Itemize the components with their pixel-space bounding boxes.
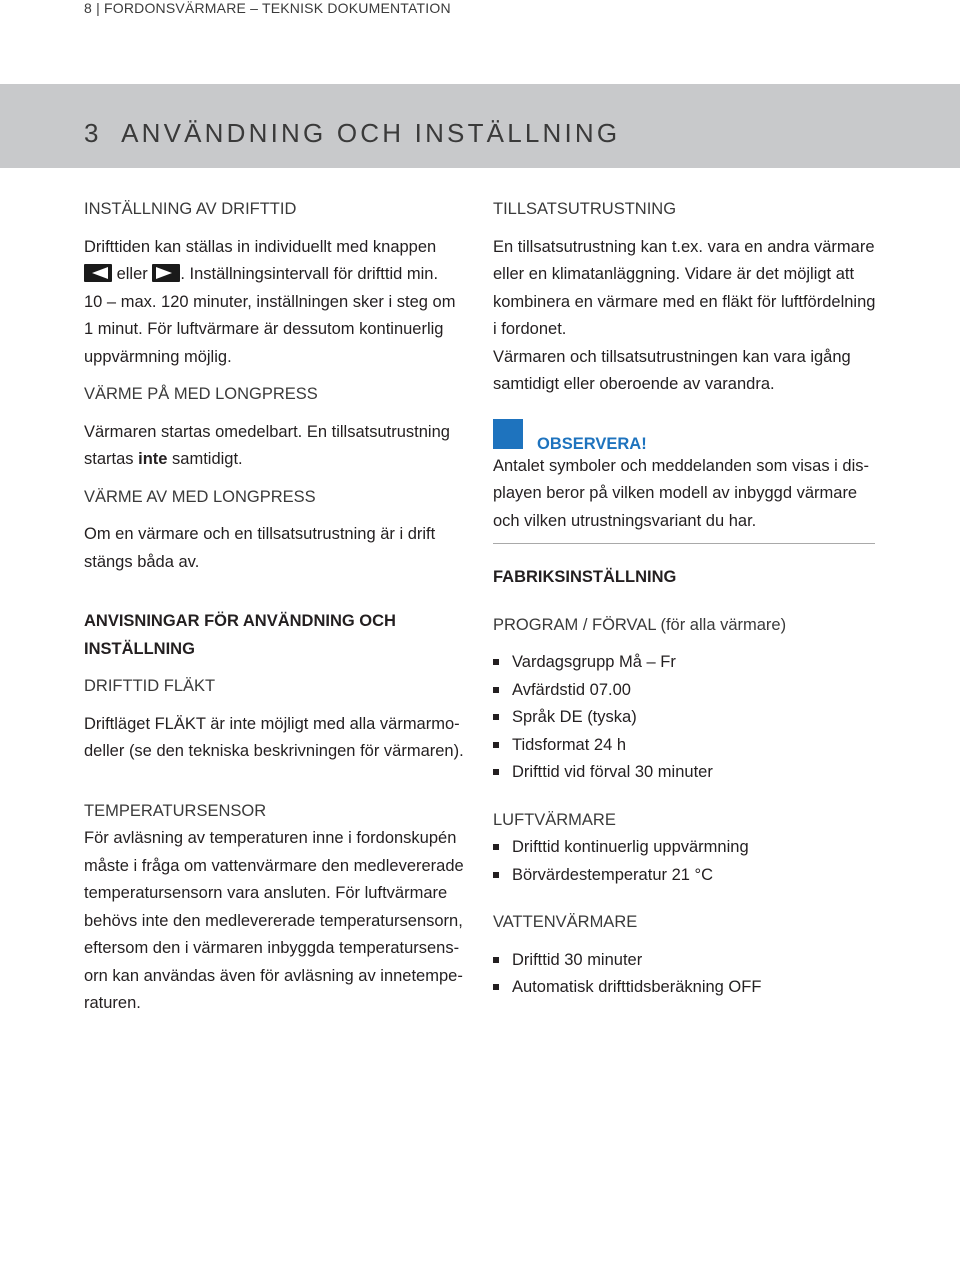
flakt-heading: DRIFTTID FLÄKT: [84, 677, 216, 695]
tillsats-heading: TILLSATSUTRUSTNING: [493, 200, 677, 218]
drifttid-line-5: uppvärmning möjlig.: [84, 347, 232, 366]
drifttid-or-text: eller: [112, 265, 153, 283]
vatten-heading: VATTENVÄRMARE: [493, 913, 638, 931]
vatten-list: [493, 947, 883, 1002]
list-item: Avfärdstid 07.00: [493, 677, 883, 705]
tillsats-line-5: Värmaren och tillsatsutrustningen kan vara igång: [493, 347, 851, 366]
varme-pa-post: samtidigt.: [167, 450, 243, 468]
drifttid-interval-text: . Inställningsintervall för drifttid min.: [180, 265, 439, 283]
observera-line-2: playen beror på vilken modell av inbyggd värmare: [493, 484, 858, 502]
observera-line-3: och vilken utrustningsvariant du har.: [493, 511, 757, 530]
flakt-line-1: Driftläget FLÄKT är inte möjligt med alla värmarmo-: [84, 714, 460, 733]
tillsats-line-1: En tillsatsutrustning kan t.ex. vara en andra värmare: [493, 237, 875, 256]
varme-av-heading: VÄRME AV MED LONGPRESS: [84, 487, 316, 506]
varme-pa-pre: startas: [84, 450, 139, 468]
list-item: Drifttid kontinuerlig uppvärmning: [493, 834, 883, 862]
drifttid-line-3: 10 – max. 120 minuter, inställningen sker i steg om: [84, 292, 456, 311]
list-item: Automatisk drifttidsberäkning OFF: [493, 974, 883, 1002]
observera-line-1: Antalet symboler och meddelanden som visas i dis-: [493, 456, 870, 475]
drifttid-line-4: 1 minut. För luftvärmare är dessutom kontinuerlig: [84, 320, 444, 338]
list-item: Börvärdestemperatur 21 °C: [493, 862, 883, 890]
tillsats-line-4: i fordonet.: [493, 320, 567, 338]
observera-note: [493, 419, 883, 453]
temp-line-1: För avläsning av temperaturen inne i fordonskupén: [84, 829, 457, 847]
varme-pa-line-2: [84, 446, 474, 474]
page-header-text: 8 | FORDONSVÄRMARE – TEKNISK DOKUMENTATION: [84, 0, 451, 16]
varme-av-line-2: stängs båda av.: [84, 552, 200, 571]
temp-heading: TEMPERATURSENSOR: [84, 801, 267, 820]
flakt-line-2: deller (se den tekniska beskrivningen för värmaren).: [84, 742, 464, 760]
arrow-left-key-icon: [84, 264, 112, 282]
list-item: Språk DE (tyska): [493, 704, 883, 732]
section-title: 3 ANVÄNDNING OCH INSTÄLLNING: [84, 118, 621, 148]
drifttid-line-2: [84, 261, 474, 289]
anvisningar-heading-line-2: INSTÄLLNING: [84, 639, 195, 658]
list-item: Tidsformat 24 h: [493, 732, 883, 760]
list-item: Vardagsgrupp Må – Fr: [493, 649, 883, 677]
varme-pa-line-1: Värmaren startas omedelbart. En tillsatsutrustning: [84, 422, 450, 441]
tillsats-line-3: kombinera en värmare med en fläkt för luftfördelning: [493, 292, 876, 311]
program-heading: PROGRAM / FÖRVAL (för alla värmare): [493, 615, 787, 634]
arrow-right-key-icon: [152, 264, 180, 282]
tillsats-line-6: samtidigt eller oberoende av varandra.: [493, 375, 775, 393]
luft-heading: LUFTVÄRMARE: [493, 810, 616, 829]
temp-line-7: raturen.: [84, 994, 141, 1012]
temp-line-6: orn kan användas även för avläsning av innetempe-: [84, 966, 463, 985]
temp-line-2: måste i fråga om vattenvärmare den medlevererade: [84, 856, 464, 875]
page-header: [84, 0, 451, 16]
right-column: [493, 196, 883, 1002]
temp-line-5: eftersom den i värmaren inbyggda temperatursens-: [84, 939, 460, 957]
varme-pa-heading: VÄRME PÅ MED LONGPRESS: [84, 385, 318, 403]
temp-line-4: behövs inte den medlevererade temperatursensorn,: [84, 911, 463, 930]
varme-av-line-1: Om en värmare och en tillsatsutrustning är i drift: [84, 525, 436, 543]
note-square-icon: [493, 419, 523, 449]
program-list: [493, 649, 883, 787]
fabrik-heading: FABRIKSINSTÄLLNING: [493, 568, 677, 586]
varme-pa-emphasis: inte: [138, 450, 168, 468]
anvisningar-heading-line-1: ANVISNINGAR FÖR ANVÄNDNING OCH: [84, 612, 396, 630]
observera-title: OBSERVERA!: [537, 434, 647, 453]
tillsats-line-2: eller en klimatanläggning. Vidare är det möjligt att: [493, 265, 855, 283]
drifttid-heading: INSTÄLLNING AV DRIFTTID: [84, 200, 297, 218]
drifttid-line-1: Drifttiden kan ställas in individuellt med knappen: [84, 237, 437, 256]
luft-list: [493, 834, 883, 889]
list-item: Drifttid 30 minuter: [493, 947, 883, 975]
list-item: Drifttid vid förval 30 minuter: [493, 759, 883, 787]
temp-line-3: temperatursensorn vara ansluten. För luftvärmare: [84, 884, 448, 902]
left-column: [84, 196, 474, 1018]
